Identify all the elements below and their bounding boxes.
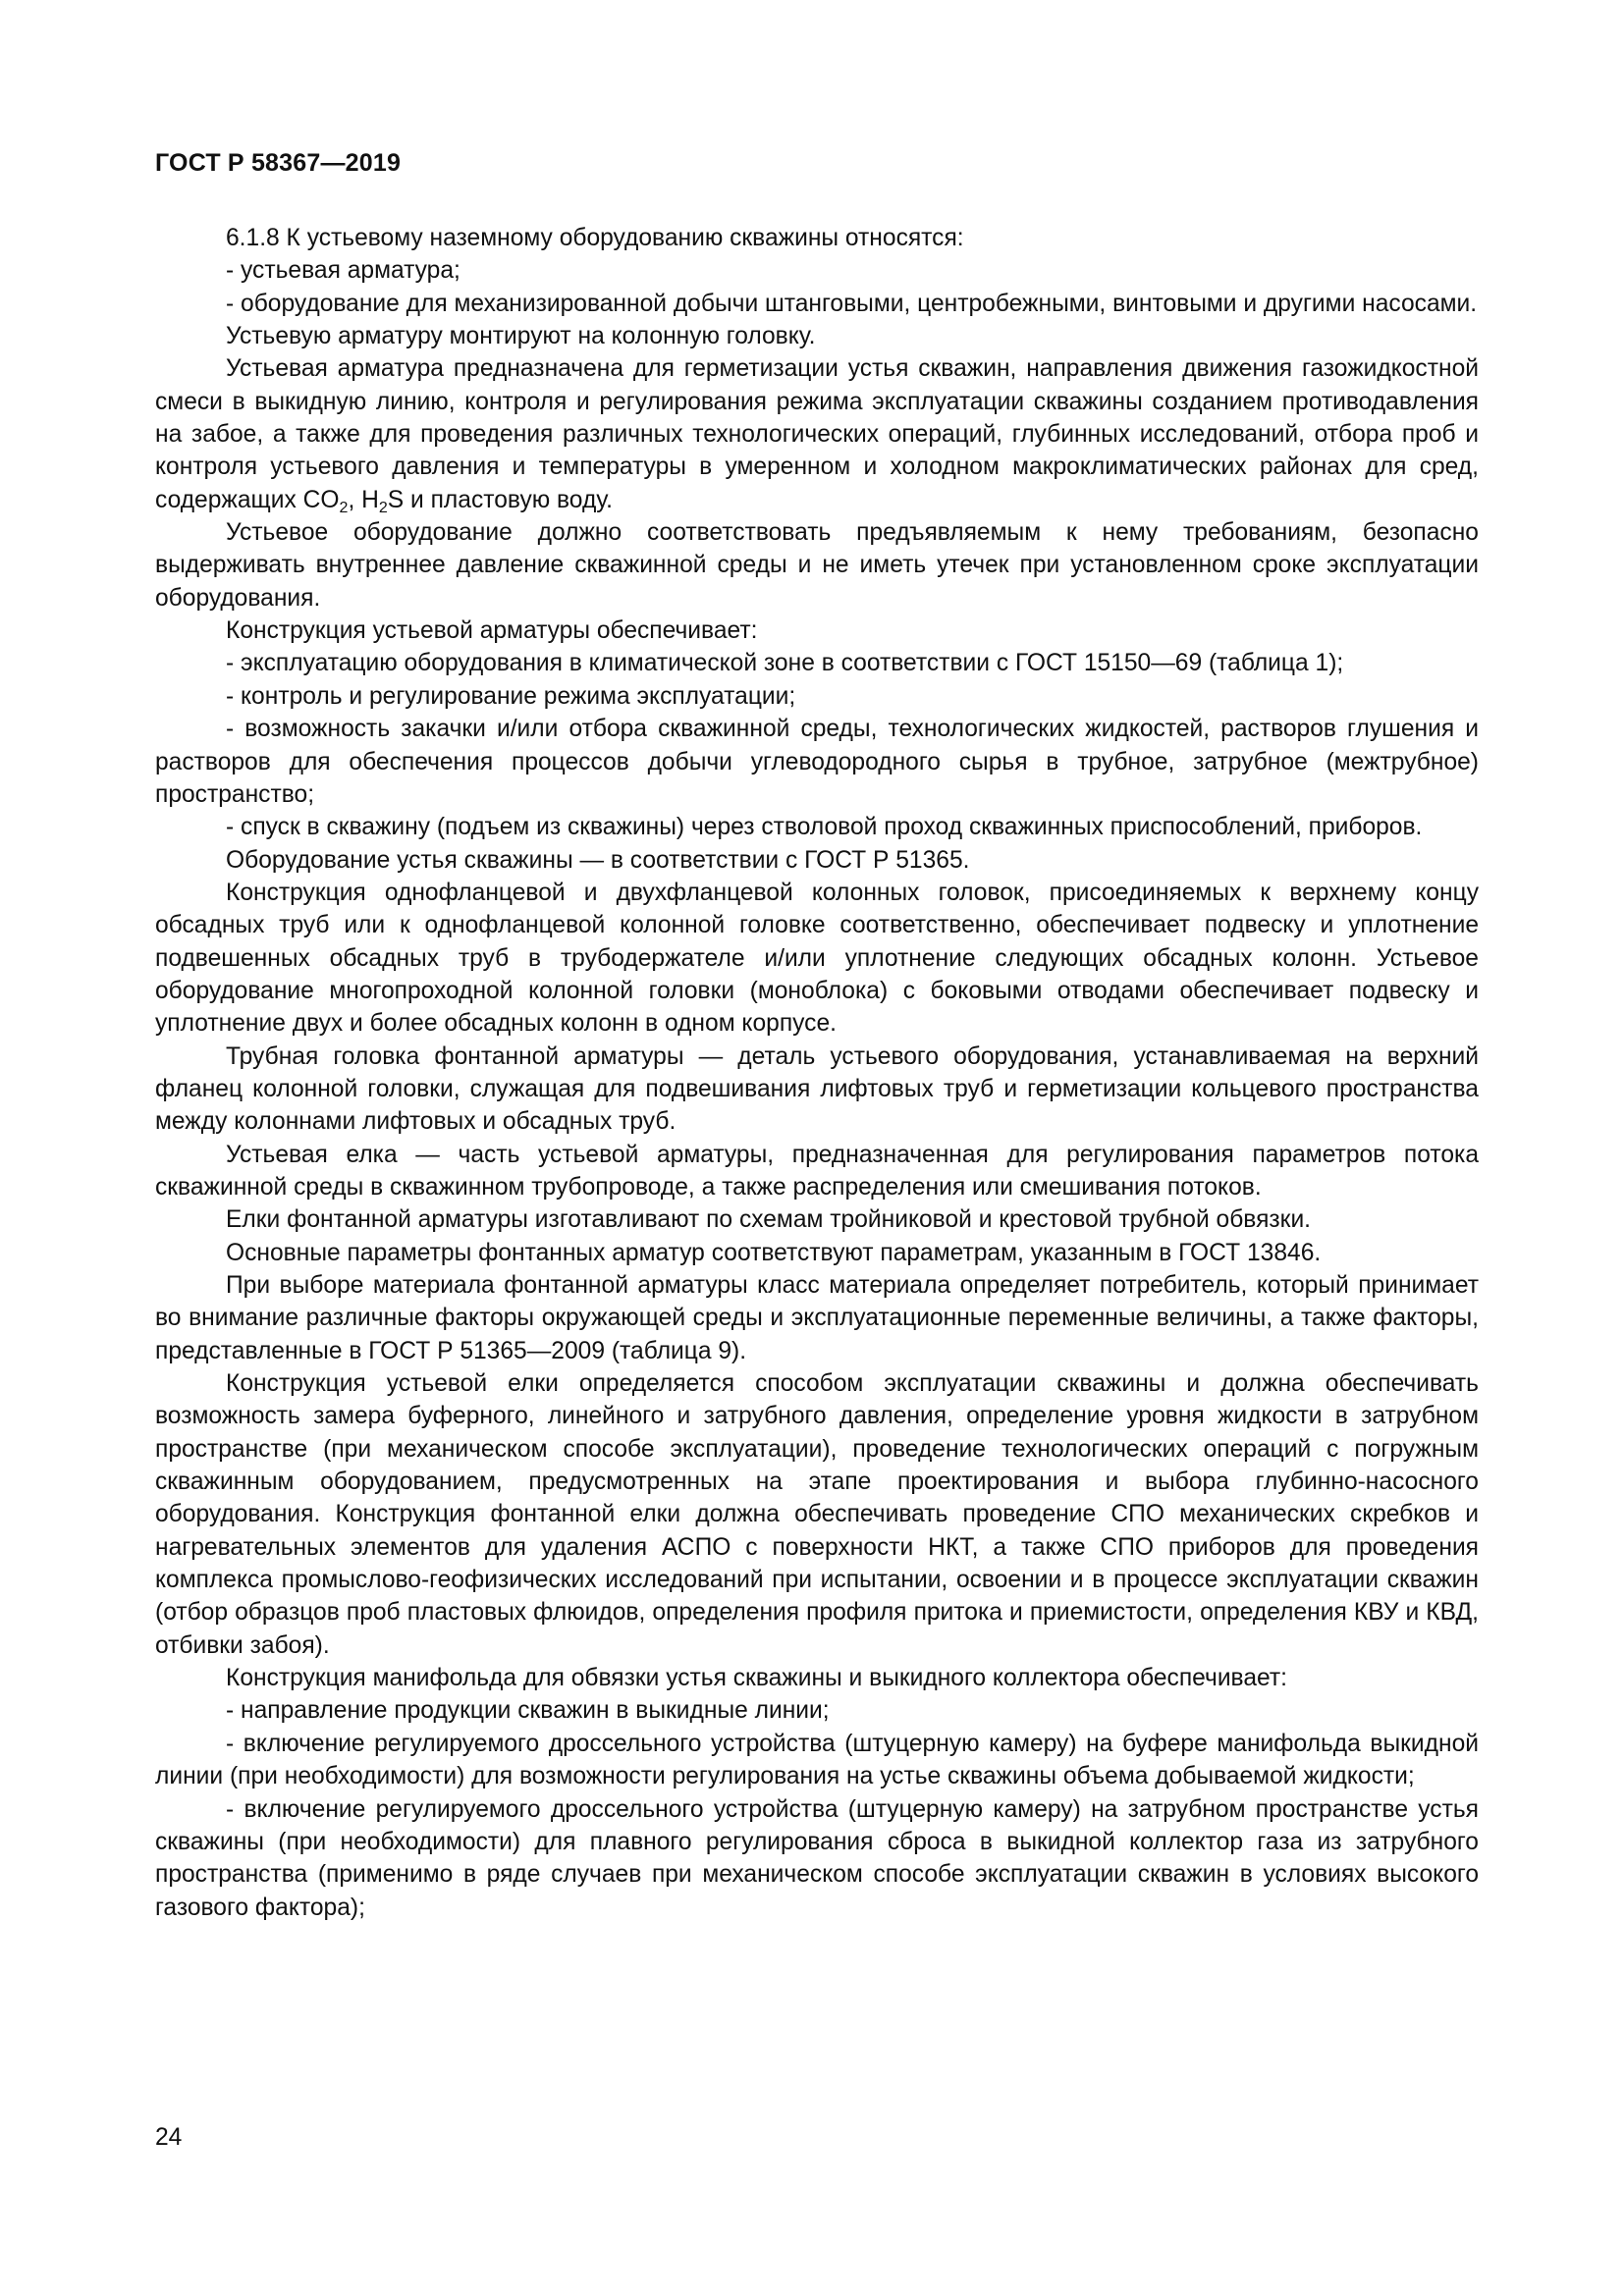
formula-tail: S и пластовую воду. xyxy=(387,486,613,513)
list-item: - устьевая арматура; xyxy=(226,257,460,285)
list-item: - направление продукции скважин в выкидные линии; xyxy=(226,1697,830,1725)
paragraph: Устьевое оборудование должно соответствовать предъявляемым к нему требованиям, безопасно выдерживать внутреннее давление скважинной среды и не иметь утечек при установленном сроке эксплуатации оборудования. xyxy=(155,519,1479,612)
paragraph: Елки фонтанной арматуры изготавливают по схемам тройниковой и крестовой трубной обвязки. xyxy=(226,1206,1312,1234)
paragraph: 6.1.8 К устьевому наземному оборудованию скважины относятся: xyxy=(226,225,964,251)
paragraph: Конструкция однофланцевой и двухфланцевой колонных головок, присоединяемых к верхнему концу обсадных труб или к однофланцевой колонной головке соответственно, обеспечивает подвеску и уплотнение подвешенных обсадных труб в трубодержателе и/или уплотнение следующих обсадных колонн. Устьевое оборудование многопроходной колонной головки (моноблока) с боковыми отводами обеспечивает подвеску и уплотнение двух и более обсадных колонн в одном корпусе. xyxy=(155,879,1479,1038)
paragraph-text: Устьевая арматура предназначена для герметизации устья скважин, направления движения газожидкостной смеси в выкидную линию, контроля и регулирования режима эксплуатации скважины созданием противодавления на забое, а также для проведения различных технологических операций, глубинных исследований, отбора проб и контроля устьевого давления и температуры в умеренном и холодном макроклиматических районах для сред, содержащих CO xyxy=(155,355,1479,513)
document-header: ГОСТ Р 58367—2019 xyxy=(155,149,402,177)
paragraph-formula xyxy=(155,352,1479,516)
list-item: - эксплуатацию оборудования в климатической зоне в соответствии с ГОСТ 15150—69 (таблица 1); xyxy=(226,650,1344,677)
paragraph: Конструкция устьевой елки определяется способом эксплуатации скважины и должна обеспечивать возможность замера буферного, линейного и затрубного давления, определение уровня жидкости в затрубном пространстве (при механическом способе эксплуатации), проведение технологических операций с погружным скважинным оборудованием, предусмотренных на этапе проектирования и выбора глубинно-насосного оборудования. Конструкция фонтанной елки должна обеспечивать проведение СПО механических скребков и нагревательных элементов для удаления АСПО с поверхности НКТ, а также СПО приборов для проведения комплекса промыслово-геофизических исследований при испытании, освоении и в процессе эксплуатации скважин (отбор образцов проб пластовых флюидов, определения профиля притока и приемистости, определения КВУ и КВД, отбивки забоя). xyxy=(155,1370,1479,1659)
paragraph: Конструкция манифольда для обвязки устья скважины и выкидного коллектора обеспечивает: xyxy=(226,1665,1287,1692)
paragraph: Конструкция устьевой арматуры обеспечивает: xyxy=(226,617,758,645)
formula-separator: , H xyxy=(348,486,379,513)
list-item: - спуск в скважину (подъем из скважины) через стволовой проход скважинных приспособлений, приборов. xyxy=(226,814,1423,841)
subscript: 2 xyxy=(378,499,388,516)
paragraph: Оборудование устья скважины — в соответствии с ГОСТ Р 51365. xyxy=(226,846,970,874)
paragraph: Основные параметры фонтанных арматур соответствуют параметрам, указанным в ГОСТ 13846. xyxy=(226,1239,1322,1266)
paragraph: Трубная головка фонтанной арматуры — деталь устьевого оборудования, устанавливаемая на верхний фланец колонной головки, служащая для подвешивания лифтовых труб и герметизации кольцевого пространства между колоннами лифтовых и обсадных труб. xyxy=(155,1042,1479,1136)
subscript: 2 xyxy=(339,499,349,516)
list-item: - включение регулируемого дроссельного устройства (штуцерную камеру) на затрубном пространстве устья скважины (при необходимости) для плавного регулирования сброса в выкидной коллектор газа из затрубного пространства (применимо в ряде случаев при механическом способе эксплуатации скважин в условиях высокого газового фактора); xyxy=(155,1795,1479,1921)
page-number: 24 xyxy=(155,2124,183,2151)
list-item: - возможность закачки и/или отбора скважинной среды, технологических жидкостей, растворов глушения и растворов для обеспечения процессов добычи углеводородного сырья в трубное, затрубное (межтрубное) пространство; xyxy=(155,716,1479,808)
paragraph: При выборе материала фонтанной арматуры класс материала определяет потребитель, который принимает во внимание различные факторы окружающей среды и эксплуатационные переменные величины, а также факторы, представленные в ГОСТ Р 51365—2009 (таблица 9). xyxy=(155,1272,1479,1364)
paragraph: Устьевая елка — часть устьевой арматуры, предназначенная для регулирования параметров потока скважинной среды в скважинном трубопроводе, а также распределения или смешивания потоков. xyxy=(155,1141,1479,1201)
list-item: - включение регулируемого дроссельного устройства (штуцерную камеру) на буфере манифольда выкидной линии (при необходимости) для возможности регулирования на устье скважины объема добываемой жидкости; xyxy=(155,1730,1479,1790)
paragraph: Устьевую арматуру монтируют на колонную головку. xyxy=(226,323,816,350)
list-item: - контроль и регулирование режима эксплуатации; xyxy=(226,682,796,710)
document-body xyxy=(155,222,1479,1924)
list-item: - оборудование для механизированной добычи штанговыми, центробежными, винтовыми и другими насосами. xyxy=(226,290,1478,317)
